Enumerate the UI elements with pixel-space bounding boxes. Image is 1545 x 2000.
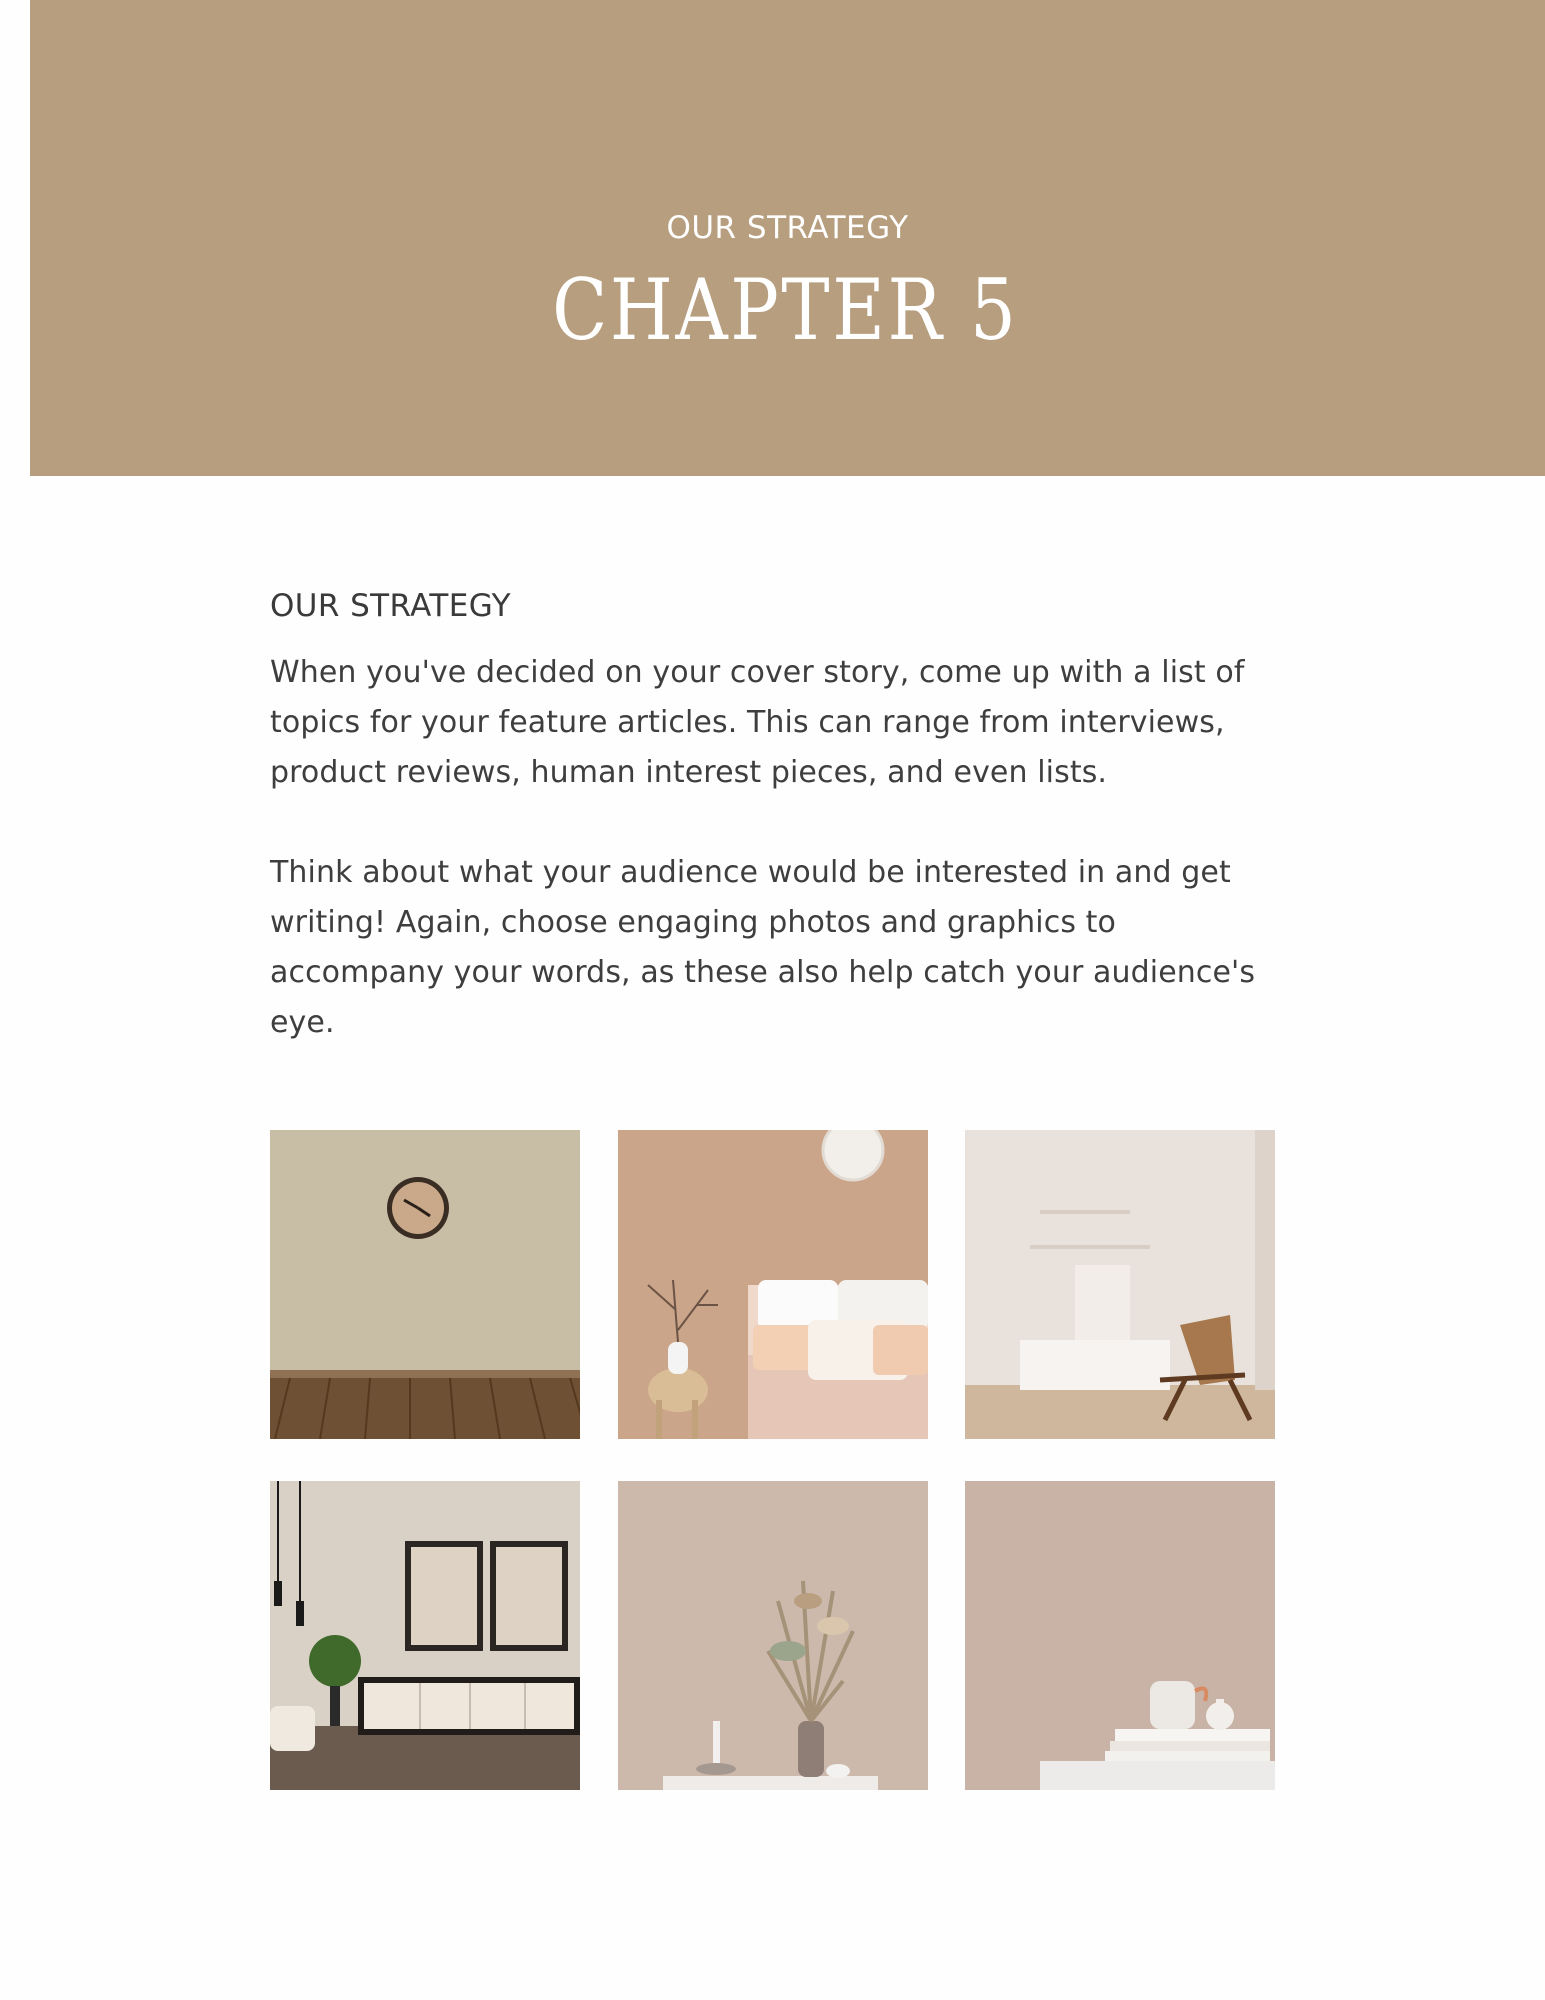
photo-rattan-chair: [965, 1130, 1275, 1439]
photo-living-room: [270, 1481, 580, 1790]
chapter-title: CHAPTER 5: [552, 261, 1019, 359]
photo-dried-flowers: [618, 1481, 928, 1790]
banner-kicker: OUR STRATEGY: [666, 210, 909, 246]
photo-wall-clock: [270, 1130, 580, 1439]
photo-bedroom: [618, 1130, 928, 1439]
section-heading: OUR STRATEGY: [270, 588, 511, 624]
photo-books-vases: [965, 1481, 1275, 1790]
body-paragraph-1: When you've decided on your cover story, come up with a list of topics for your feature articles. This can range from interviews, product reviews, human interest pieces, and even lists.: [270, 655, 1245, 790]
chapter-banner: [30, 0, 1545, 476]
body-paragraph-2: Think about what your audience would be interested in and get writing! Again, choose engaging photos and graphics to accompany your words, as these also help catch your audience's eye.: [270, 855, 1256, 1040]
